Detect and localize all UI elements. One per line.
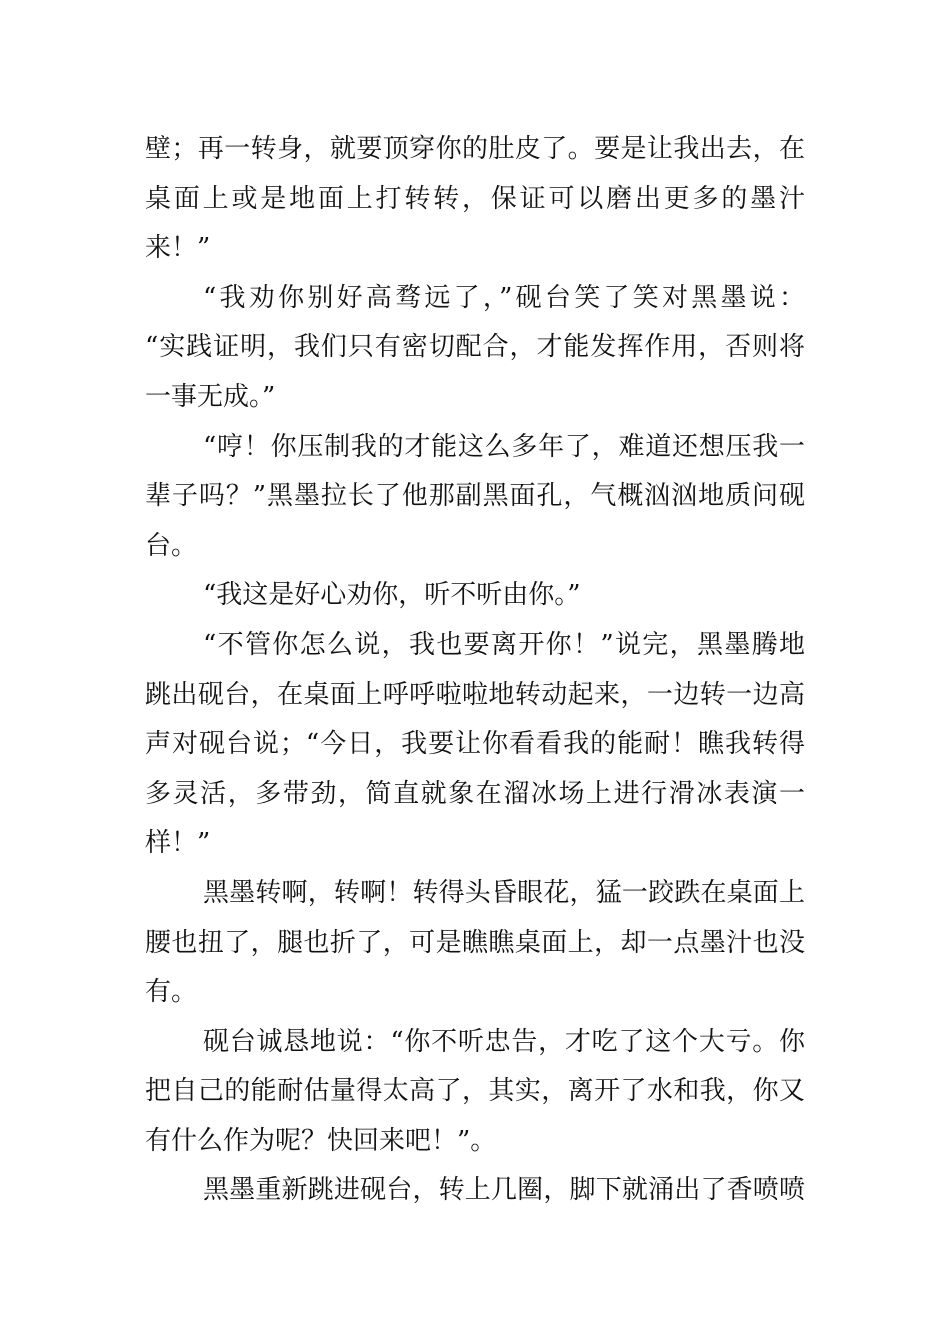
text-line: 来！” [145, 233, 211, 264]
paragraph-first-line: “不管你怎么说，我也要离开你！”说完，黑墨腾地 [203, 629, 805, 660]
text-line: 一事无成。” [145, 381, 276, 412]
text-line: 多灵活，多带劲，简直就象在溜冰场上进行滑冰表演一 [145, 778, 805, 809]
text-line: 腰也扭了，腿也折了，可是瞧瞧桌面上，却一点墨汁也没 [145, 927, 805, 958]
text-line: 桌面上或是地面上打转转，保证可以磨出更多的墨汁 [145, 183, 805, 214]
text-line: 壁；再一转身，就要顶穿你的肚皮了。要是让我出去，在 [145, 134, 805, 164]
text-line: 声对砚台说；“今日，我要让你看看我的能耐！瞧我转得 [145, 729, 805, 760]
text-line: 有什么作为呢？快回来吧！”。 [145, 1125, 497, 1156]
paragraph-first-line: “我劝你别好高骛远了，”砚台笑了笑对黑墨说： [203, 282, 805, 313]
paragraph-first-line: “哼！你压制我的才能这么多年了，难道还想压我一 [203, 431, 805, 462]
text-line: 把自己的能耐估量得太高了，其实，离开了水和我，你又 [145, 1076, 805, 1107]
text-line: 样！” [145, 828, 211, 859]
text-line: 台。 [145, 530, 198, 561]
text-line: 有。 [145, 977, 198, 1008]
text-line: 跳出砚台，在桌面上呼呼啦啦地转动起来，一边转一边高 [145, 679, 805, 710]
story-text [145, 125, 805, 1216]
paragraph-first-line: 黑墨重新跳进砚台，转上几圈，脚下就涌出了香喷喷 [203, 1175, 805, 1206]
text-line: 辈子吗？”黑墨拉长了他那副黑面孔，气概汹汹地质问砚 [145, 481, 805, 512]
paragraph-first-line: 砚台诚恳地说：“你不听忠告，才吃了这个大亏。你 [203, 1026, 805, 1057]
paragraph-first-line: 黑墨转啊，转啊！转得头昏眼花，猛一跤跌在桌面上 [203, 877, 805, 908]
paragraph-first-line: “我这是好心劝你，听不听由你。” [203, 580, 581, 611]
text-line: “实践证明，我们只有密切配合，才能发挥作用，否则将 [145, 332, 805, 363]
